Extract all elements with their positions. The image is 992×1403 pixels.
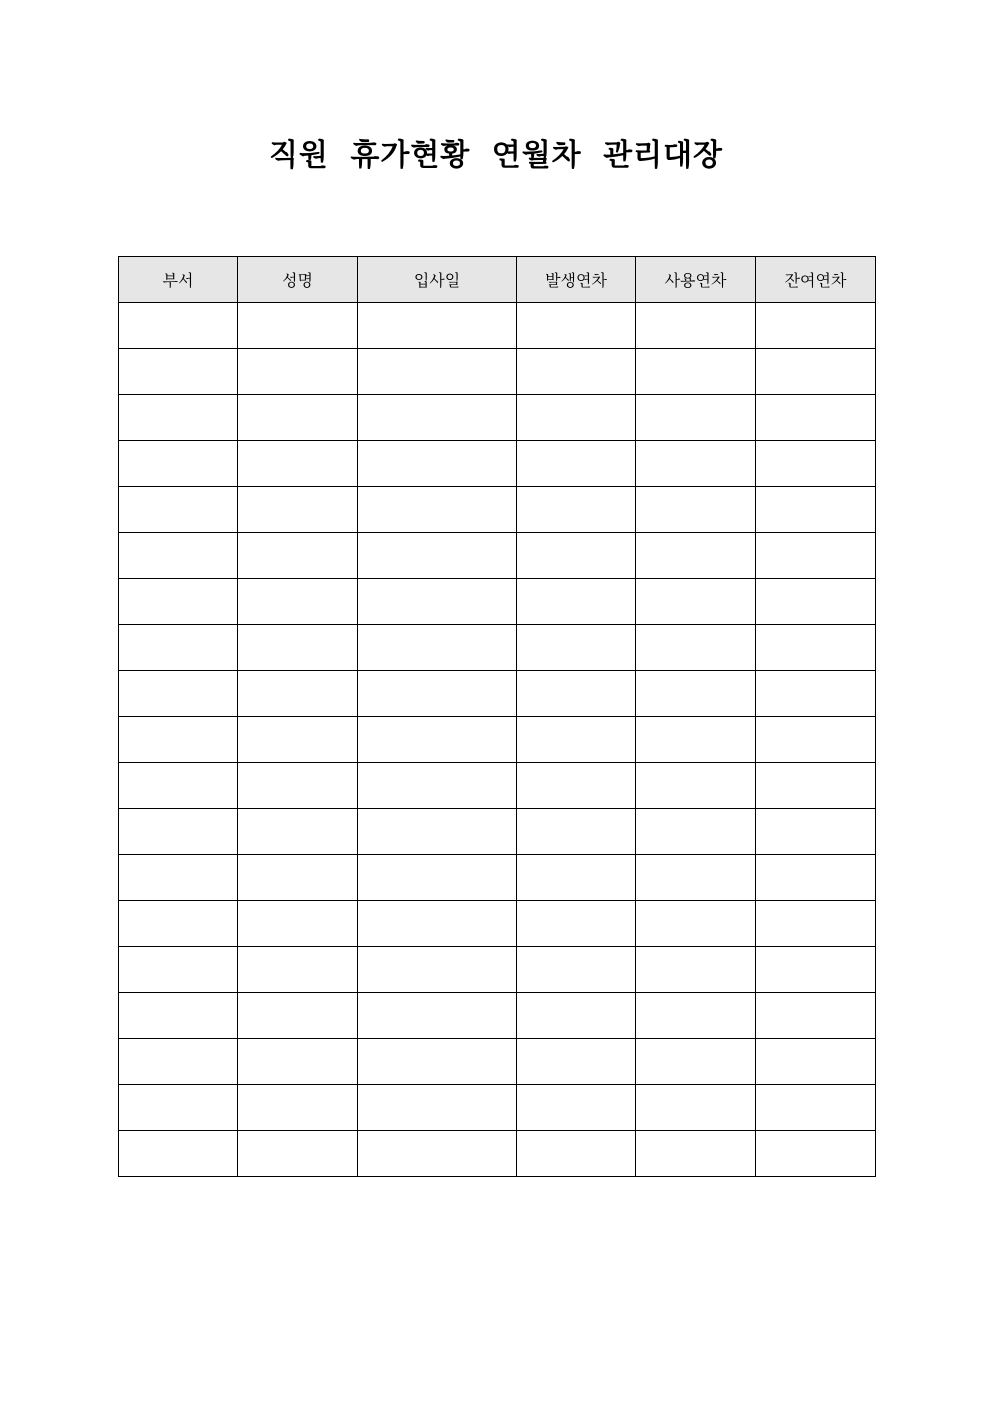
table-row xyxy=(119,441,876,487)
name-cell[interactable] xyxy=(238,809,358,855)
accrued-leave-cell[interactable] xyxy=(517,855,636,901)
name-cell[interactable] xyxy=(238,671,358,717)
used-leave-cell[interactable] xyxy=(636,947,756,993)
table-row xyxy=(119,809,876,855)
used-leave-cell[interactable] xyxy=(636,625,756,671)
remaining-leave-cell[interactable] xyxy=(756,947,876,993)
accrued-leave-cell[interactable] xyxy=(517,763,636,809)
remaining-leave-cell[interactable] xyxy=(756,625,876,671)
name-cell[interactable] xyxy=(238,303,358,349)
hire-date-cell[interactable] xyxy=(358,717,517,763)
hire-date-cell[interactable] xyxy=(358,671,517,717)
department-cell[interactable] xyxy=(119,993,238,1039)
name-cell[interactable] xyxy=(238,947,358,993)
used-leave-cell[interactable] xyxy=(636,1131,756,1177)
department-cell[interactable] xyxy=(119,1085,238,1131)
accrued-leave-cell[interactable] xyxy=(517,303,636,349)
table-row xyxy=(119,993,876,1039)
used-leave-cell[interactable] xyxy=(636,1085,756,1131)
accrued-leave-cell[interactable] xyxy=(517,809,636,855)
remaining-leave-cell[interactable] xyxy=(756,993,876,1039)
hire-date-cell[interactable] xyxy=(358,349,517,395)
header-department: 부서 xyxy=(119,257,238,303)
accrued-leave-cell[interactable] xyxy=(517,625,636,671)
name-cell[interactable] xyxy=(238,763,358,809)
accrued-leave-cell[interactable] xyxy=(517,901,636,947)
used-leave-cell[interactable] xyxy=(636,303,756,349)
remaining-leave-cell[interactable] xyxy=(756,1131,876,1177)
department-cell[interactable] xyxy=(119,579,238,625)
accrued-leave-cell[interactable] xyxy=(517,717,636,763)
accrued-leave-cell[interactable] xyxy=(517,947,636,993)
remaining-leave-cell[interactable] xyxy=(756,901,876,947)
table-row xyxy=(119,855,876,901)
accrued-leave-cell[interactable] xyxy=(517,533,636,579)
department-cell[interactable] xyxy=(119,809,238,855)
department-cell[interactable] xyxy=(119,717,238,763)
department-cell[interactable] xyxy=(119,901,238,947)
hire-date-cell[interactable] xyxy=(358,1039,517,1085)
name-cell[interactable] xyxy=(238,533,358,579)
hire-date-cell[interactable] xyxy=(358,1085,517,1131)
used-leave-cell[interactable] xyxy=(636,671,756,717)
department-cell[interactable] xyxy=(119,395,238,441)
department-cell[interactable] xyxy=(119,947,238,993)
name-cell[interactable] xyxy=(238,487,358,533)
name-cell[interactable] xyxy=(238,855,358,901)
table-row xyxy=(119,763,876,809)
hire-date-cell[interactable] xyxy=(358,625,517,671)
hire-date-cell[interactable] xyxy=(358,901,517,947)
accrued-leave-cell[interactable] xyxy=(517,671,636,717)
department-cell[interactable] xyxy=(119,671,238,717)
remaining-leave-cell[interactable] xyxy=(756,395,876,441)
table-row xyxy=(119,717,876,763)
name-cell[interactable] xyxy=(238,625,358,671)
name-cell[interactable] xyxy=(238,717,358,763)
remaining-leave-cell[interactable] xyxy=(756,717,876,763)
page-title: 직원 휴가현황 연월차 관리대장 xyxy=(268,138,724,173)
remaining-leave-cell[interactable] xyxy=(756,533,876,579)
table-row xyxy=(119,533,876,579)
name-cell[interactable] xyxy=(238,579,358,625)
name-cell[interactable] xyxy=(238,901,358,947)
table-row xyxy=(119,1131,876,1177)
department-cell[interactable] xyxy=(119,533,238,579)
hire-date-cell[interactable] xyxy=(358,395,517,441)
used-leave-cell[interactable] xyxy=(636,901,756,947)
table-row xyxy=(119,487,876,533)
table-header-row xyxy=(119,257,876,303)
hire-date-cell[interactable] xyxy=(358,855,517,901)
hire-date-cell[interactable] xyxy=(358,441,517,487)
name-cell[interactable] xyxy=(238,395,358,441)
hire-date-cell[interactable] xyxy=(358,579,517,625)
used-leave-cell[interactable] xyxy=(636,809,756,855)
remaining-leave-cell[interactable] xyxy=(756,855,876,901)
hire-date-cell[interactable] xyxy=(358,993,517,1039)
used-leave-cell[interactable] xyxy=(636,763,756,809)
remaining-leave-cell[interactable] xyxy=(756,441,876,487)
remaining-leave-cell[interactable] xyxy=(756,1085,876,1131)
table-row xyxy=(119,1039,876,1085)
remaining-leave-cell[interactable] xyxy=(756,763,876,809)
used-leave-cell[interactable] xyxy=(636,1039,756,1085)
used-leave-cell[interactable] xyxy=(636,993,756,1039)
hire-date-cell[interactable] xyxy=(358,947,517,993)
accrued-leave-cell[interactable] xyxy=(517,395,636,441)
remaining-leave-cell[interactable] xyxy=(756,487,876,533)
used-leave-cell[interactable] xyxy=(636,487,756,533)
remaining-leave-cell[interactable] xyxy=(756,1039,876,1085)
accrued-leave-cell[interactable] xyxy=(517,579,636,625)
table-row xyxy=(119,349,876,395)
name-cell[interactable] xyxy=(238,441,358,487)
hire-date-cell[interactable] xyxy=(358,487,517,533)
department-cell[interactable] xyxy=(119,625,238,671)
header-name: 성명 xyxy=(238,257,358,303)
table-body xyxy=(119,303,876,1177)
remaining-leave-cell[interactable] xyxy=(756,809,876,855)
used-leave-cell[interactable] xyxy=(636,349,756,395)
hire-date-cell[interactable] xyxy=(358,763,517,809)
hire-date-cell[interactable] xyxy=(358,809,517,855)
hire-date-cell[interactable] xyxy=(358,1131,517,1177)
department-cell[interactable] xyxy=(119,487,238,533)
table-row xyxy=(119,303,876,349)
remaining-leave-cell[interactable] xyxy=(756,303,876,349)
name-cell[interactable] xyxy=(238,1131,358,1177)
table-row xyxy=(119,671,876,717)
table-row xyxy=(119,579,876,625)
remaining-leave-cell[interactable] xyxy=(756,579,876,625)
accrued-leave-cell[interactable] xyxy=(517,441,636,487)
hire-date-cell[interactable] xyxy=(358,533,517,579)
accrued-leave-cell[interactable] xyxy=(517,349,636,395)
used-leave-cell[interactable] xyxy=(636,717,756,763)
department-cell[interactable] xyxy=(119,349,238,395)
table-row xyxy=(119,901,876,947)
used-leave-cell[interactable] xyxy=(636,533,756,579)
department-cell[interactable] xyxy=(119,303,238,349)
department-cell[interactable] xyxy=(119,1131,238,1177)
department-cell[interactable] xyxy=(119,855,238,901)
accrued-leave-cell[interactable] xyxy=(517,993,636,1039)
accrued-leave-cell[interactable] xyxy=(517,1085,636,1131)
used-leave-cell[interactable] xyxy=(636,395,756,441)
used-leave-cell[interactable] xyxy=(636,441,756,487)
table-row xyxy=(119,947,876,993)
name-cell[interactable] xyxy=(238,1085,358,1131)
name-cell[interactable] xyxy=(238,349,358,395)
hire-date-cell[interactable] xyxy=(358,303,517,349)
accrued-leave-cell[interactable] xyxy=(517,1131,636,1177)
used-leave-cell[interactable] xyxy=(636,855,756,901)
used-leave-cell[interactable] xyxy=(636,579,756,625)
header-used-leave: 사용연차 xyxy=(636,257,756,303)
leave-ledger-table xyxy=(118,256,876,1177)
name-cell[interactable] xyxy=(238,1039,358,1085)
header-hire-date: 입사일 xyxy=(358,257,517,303)
accrued-leave-cell[interactable] xyxy=(517,1039,636,1085)
header-accrued-leave: 발생연차 xyxy=(517,257,636,303)
table-row xyxy=(119,395,876,441)
department-cell[interactable] xyxy=(119,1039,238,1085)
department-cell[interactable] xyxy=(119,763,238,809)
table-row xyxy=(119,1085,876,1131)
remaining-leave-cell[interactable] xyxy=(756,671,876,717)
remaining-leave-cell[interactable] xyxy=(756,349,876,395)
accrued-leave-cell[interactable] xyxy=(517,487,636,533)
department-cell[interactable] xyxy=(119,441,238,487)
header-remaining-leave: 잔여연차 xyxy=(756,257,876,303)
table-row xyxy=(119,625,876,671)
name-cell[interactable] xyxy=(238,993,358,1039)
